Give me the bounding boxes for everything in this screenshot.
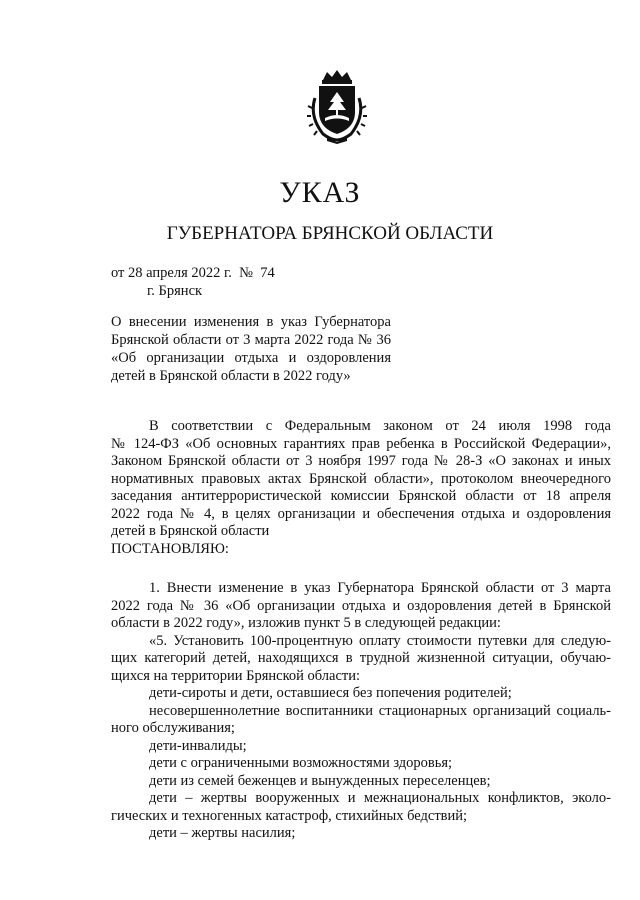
decree-city: г. Брянск (147, 283, 203, 299)
clause-line: несовершеннолетние воспитанники стационарных организаций социаль- (149, 702, 611, 719)
paragraph-gap (111, 558, 611, 580)
preamble-line: Законом Брянской области от 3 ноября 1997 года № 28-З «О законах и иных (111, 453, 611, 469)
clause-line: дети с ограниченными возможностями здоровья; (149, 755, 453, 771)
clause-line: дети-сироты и дети, оставшиеся без попечения родителей; (149, 685, 512, 701)
clause-line: дети-инвалиды; (149, 737, 247, 754)
coat-of-arms-icon (303, 68, 371, 144)
preamble-line: 2022 года № 4, в целях организации и обеспечения отдыха и оздоровления (111, 505, 611, 522)
clause-line: щих категорий детей, находящихся в трудной жизненной ситуации, обучаю- (111, 650, 611, 666)
clause-line: 2022 года № 36 «Об организации отдыха и оздоровления детей в Брянской (111, 597, 611, 614)
decree-body (111, 418, 611, 843)
document-subtitle: ГУБЕРНАТОРА БРЯНСКОЙ ОБЛАСТИ (166, 223, 494, 244)
subject-line: О внесении изменения в указ Губернатора (111, 314, 391, 330)
clause-line: «5. Установить 100-процентную оплату стоимости путевки для следую- (149, 632, 611, 649)
preamble-line: нормативных правовых актах Брянской области», протоколом внеочередного (111, 470, 611, 487)
decree-date-number: от 28 апреля 2022 г. № 74 (111, 265, 275, 281)
clause-line: 1. Внести изменение в указ Губернатора Брянской области от 3 марта (149, 580, 611, 596)
clause-line: дети из семей беженцев и вынужденных переселенцев; (149, 772, 491, 789)
subject-line: детей в Брянской области в 2022 году» (111, 368, 351, 384)
resolve-word: ПОСТАНОВЛЯЮ: (111, 540, 229, 557)
clause-line: ного обслуживания; (111, 720, 235, 736)
clause-line: дети – жертвы насилия; (149, 825, 296, 841)
clause-line: области в 2022 году», изложив пункт 5 в следующей редакции: (111, 615, 501, 631)
subject-line: Брянской области от 3 марта 2022 года № 36 (111, 332, 391, 348)
preamble-line: № 124-ФЗ «Об основных гарантиях прав ребенка в Российской Федерации», (111, 435, 611, 452)
preamble-line: заседания антитеррористической комиссии Брянской области от 18 апреля (111, 488, 611, 504)
decree-subject (111, 313, 391, 385)
subject-line: «Об организации отдыха и оздоровления (111, 350, 391, 366)
preamble-line: детей в Брянской области (111, 523, 270, 539)
clause-line: гических и техногенных катастроф, стихийных бедствий; (111, 807, 468, 824)
preamble-line: В соответствии с Федеральным законом от 24 июля 1998 года (149, 418, 611, 434)
document-title: УКАЗ (279, 176, 361, 209)
clause-line: дети – жертвы вооруженных и межнациональных конфликтов, эколо- (149, 790, 611, 806)
clause-line: щихся на территории Брянской области: (111, 667, 361, 684)
